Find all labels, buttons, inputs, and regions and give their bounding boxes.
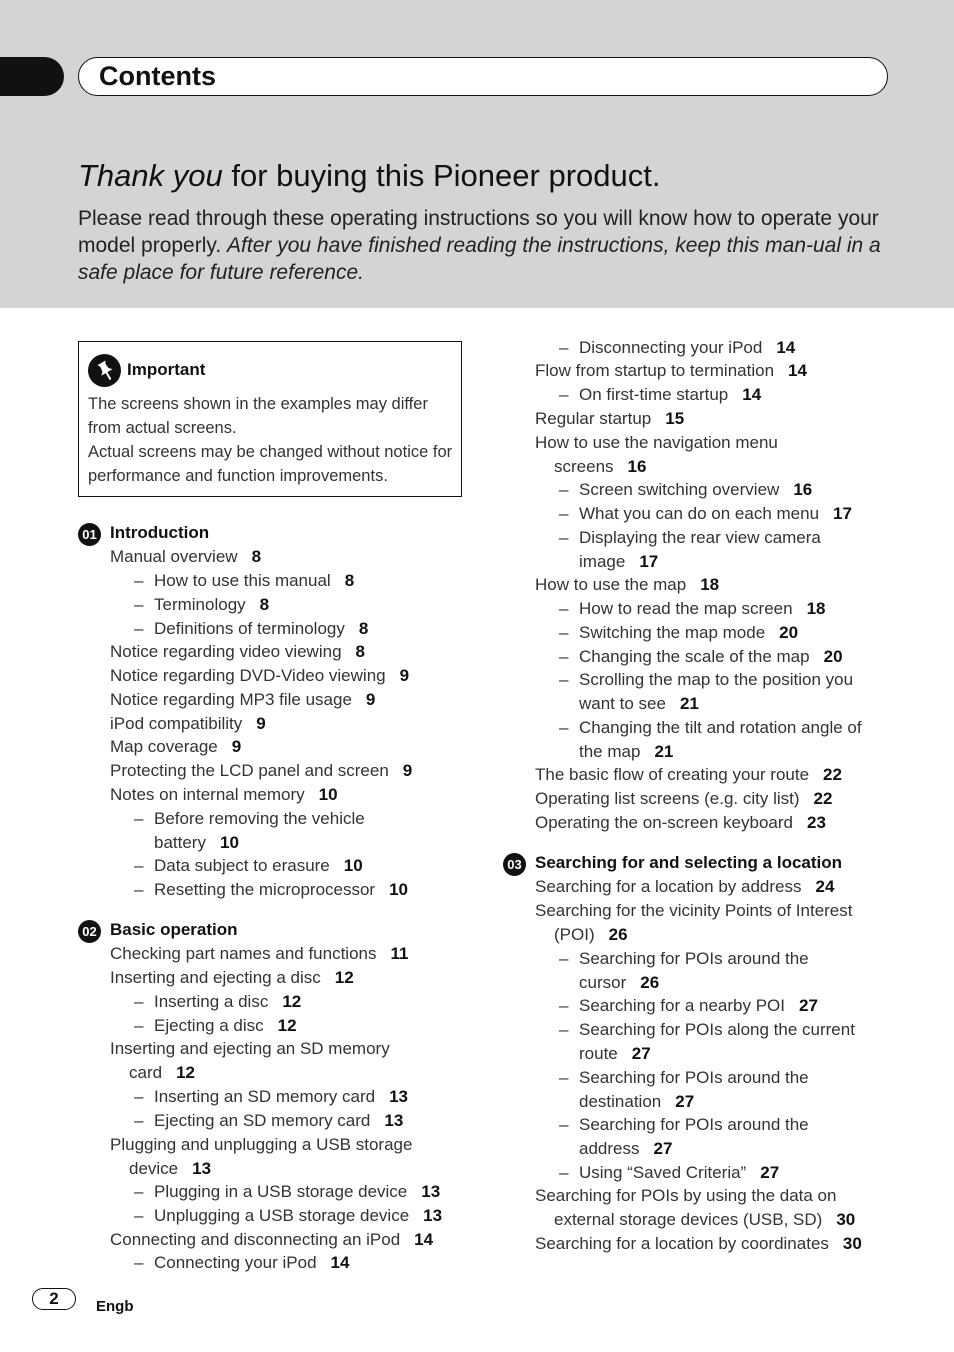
toc-subentry[interactable]: – Searching for a nearby POI 27 [559, 996, 818, 1015]
toc-subentry[interactable]: – Ejecting an SD memory card 13 [134, 1111, 404, 1130]
section-03-badge: 03 [503, 853, 526, 876]
toc-subentry[interactable]: – Scrolling the map to the position you want to see 21 [559, 670, 854, 713]
toc-entry[interactable]: Inserting and ejecting a disc 12 [110, 968, 354, 987]
section-02-title: Basic operation [110, 920, 238, 939]
toc-subentry[interactable]: – Disconnecting your iPod 14 [559, 338, 796, 357]
toc-subentry[interactable]: – How to use this manual 8 [134, 571, 355, 590]
important-notice [78, 341, 462, 497]
section-03-title: Searching for and selecting a location [535, 853, 843, 872]
toc-entry[interactable]: Connecting and disconnecting an iPod 14 [110, 1230, 434, 1249]
toc-subentry[interactable]: – Changing the scale of the map 20 [559, 647, 843, 666]
toc-entry[interactable]: Notice regarding DVD-Video viewing 9 [110, 666, 410, 685]
toc-entry[interactable]: Searching for a location by address 24 [535, 877, 835, 896]
toc-entry[interactable]: Searching for the vicinity Points of Interest (POI) 26 [535, 901, 853, 944]
toc-subentry[interactable]: – Terminology 8 [134, 595, 270, 614]
toc-subentry[interactable]: – Searching for POIs along the current route 27 [559, 1020, 855, 1063]
important-text [88, 392, 460, 488]
toc-entry[interactable]: Inserting and ejecting an SD memory card 12 [110, 1039, 390, 1082]
toc-entry[interactable]: Protecting the LCD panel and screen 9 [110, 761, 413, 780]
toc-entry[interactable]: Searching for a location by coordinates 30 [535, 1234, 862, 1253]
toc-entry[interactable]: Searching for POIs by using the data on external storage devices (USB, SD) 30 [535, 1186, 856, 1229]
contents-header [78, 57, 888, 96]
toc-subentry[interactable]: – Resetting the microprocessor 10 [134, 880, 409, 899]
toc-entry[interactable]: Notice regarding MP3 file usage 9 [110, 690, 376, 709]
toc-entry[interactable]: Manual overview 8 [110, 547, 262, 566]
toc-subentry[interactable]: – Inserting an SD memory card 13 [134, 1087, 409, 1106]
intro-paragraph [78, 205, 898, 286]
toc-entry[interactable]: Operating list screens (e.g. city list) 22 [535, 789, 833, 808]
toc-entry[interactable]: Checking part names and functions 11 [110, 944, 409, 963]
contents-title: Contents [99, 61, 216, 91]
toc-entry[interactable]: How to use the map 18 [535, 575, 720, 594]
toc-subentry[interactable]: – Unplugging a USB storage device 13 [134, 1206, 443, 1225]
toc-entry[interactable]: Operating the on-screen keyboard 23 [535, 813, 826, 832]
toc-subentry[interactable]: – Ejecting a disc 12 [134, 1016, 297, 1035]
header-tab-marker [0, 57, 64, 96]
section-01-badge: 01 [78, 523, 101, 546]
toc-entry[interactable]: The basic flow of creating your route 22 [535, 765, 842, 784]
toc-subentry[interactable]: – Data subject to erasure 10 [134, 856, 363, 875]
toc-subentry[interactable]: – Displaying the rear view camera image 17 [559, 528, 821, 571]
toc-subentry[interactable]: – Searching for POIs around the address 27 [559, 1115, 809, 1158]
thank-you-italic: Thank you [78, 158, 223, 193]
thank-you-heading [78, 158, 660, 194]
toc-subentry[interactable]: – Changing the tilt and rotation angle of the map 21 [559, 718, 862, 761]
toc-subentry[interactable]: – Inserting a disc 12 [134, 992, 302, 1011]
language-code: Engb [96, 1298, 134, 1315]
toc-subentry[interactable]: – Switching the map mode 20 [559, 623, 799, 642]
toc-subentry[interactable]: – Searching for POIs around the cursor 26 [559, 949, 809, 992]
page-number: 2 [32, 1288, 76, 1310]
important-text-2: Actual screens may be changed without notice for performance and function improvements. [88, 443, 453, 485]
toc-subentry[interactable]: – What you can do on each menu 17 [559, 504, 852, 523]
toc-subentry[interactable]: – How to read the map screen 18 [559, 599, 826, 618]
toc-subentry[interactable]: – Screen switching overview 16 [559, 480, 813, 499]
toc-entry[interactable]: Flow from startup to termination 14 [535, 361, 807, 380]
important-text-1: The screens shown in the examples may differ from actual screens. [88, 395, 428, 437]
toc-subentry[interactable]: – On first-time startup 14 [559, 385, 762, 404]
toc-entry[interactable]: Plugging and unplugging a USB storage device 13 [110, 1135, 413, 1178]
important-title: Important [127, 360, 206, 379]
toc-entry[interactable]: How to use the navigation menu screens 16 [535, 433, 778, 476]
toc-entry[interactable]: Regular startup 15 [535, 409, 685, 428]
toc-subentry[interactable]: – Using “Saved Criteria” 27 [559, 1163, 780, 1182]
thank-you-rest: for buying this Pioneer product. [222, 158, 661, 193]
toc-subentry[interactable]: – Searching for POIs around the destination 27 [559, 1068, 809, 1111]
toc-entry[interactable]: Notes on internal memory 10 [110, 785, 338, 804]
toc-subentry[interactable]: – Plugging in a USB storage device 13 [134, 1182, 441, 1201]
section-02-badge: 02 [78, 920, 101, 943]
section-01-title: Introduction [110, 523, 210, 542]
toc-subentry[interactable]: – Connecting your iPod 14 [134, 1253, 350, 1272]
toc-subentry[interactable]: – Definitions of terminology 8 [134, 619, 369, 638]
toc-entry[interactable]: Notice regarding video viewing 8 [110, 642, 365, 661]
intro-plain: Please read through these operating instructions so you will know how to operate your model properly. [78, 207, 879, 257]
toc-entry[interactable]: iPod compatibility 9 [110, 714, 266, 733]
toc-entry[interactable]: Map coverage 9 [110, 737, 242, 756]
important-pin-icon [88, 354, 121, 387]
toc-subentry[interactable]: – Before removing the vehicle battery 10 [134, 809, 365, 852]
intro-italic: After you have finished reading the instructions, keep this man-ual in a safe place for future reference. [78, 234, 881, 284]
